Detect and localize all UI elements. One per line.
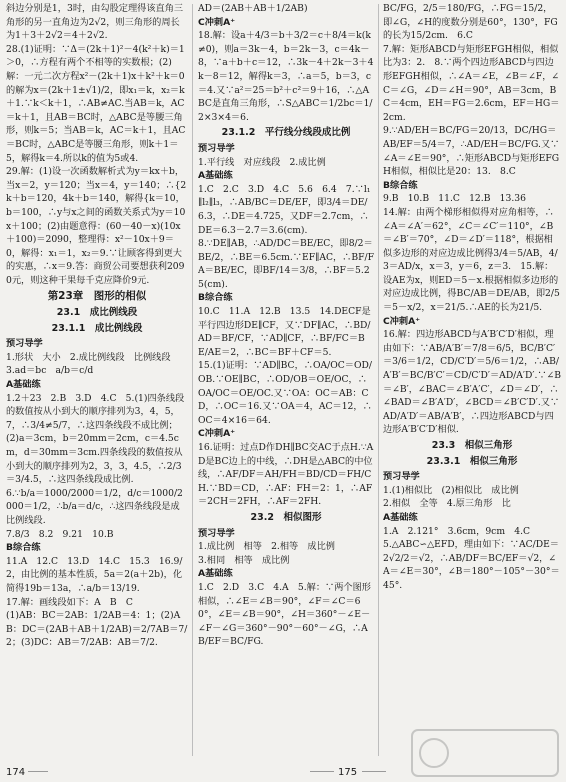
- block-heading: A基础练: [383, 511, 418, 523]
- section-title-23-3: 23.3 相似三角形: [431, 440, 513, 451]
- column-middle-text-bottom: [198, 527, 374, 649]
- answer-paragraph: (1)AB：BC＝2AB：1/2AB＝4：1；(2)AB：DC＝(2AB＋AB＋1/2AB)＝2/7AB＝7/2；(3)DC：AB＝7/2AB：AB＝7/2.: [6, 610, 188, 649]
- column-middle: [198, 2, 374, 756]
- answer-paragraph: 9.∵AD/EH＝BC/FG＝20/13，DC/HG＝AB/EF＝5/4＝7，∴AD/EH＝BC/FG.又∵∠A＝∠E＝90°，∴矩形ABCD与矩形EFGH相似，相似比是20：13. 8.C: [383, 125, 560, 178]
- answer-paragraph: 16.证明：过点D作DH∥BC交AC于点H.∵AD是BC边上的中线，∴DH是△ABC的中位线，∴AF/DF＝AH/FH＝BD/CD＝FH/CH.∵BD＝CD，∴AF：FH＝2：1，∴AF＝2CH＝2FH，∴AF＝2FH.: [198, 442, 374, 508]
- section-title-23-1-2: 23.1.2 平行线分线段成比例: [221, 127, 351, 139]
- answer-paragraph: 1.A 2.121° 3.6cm，9cm 4.C: [383, 525, 531, 537]
- column-right: [383, 2, 561, 756]
- footer-rule-left: [28, 771, 48, 772]
- section-title-23-1: 23.1 成比例线段: [56, 307, 138, 319]
- footer-rule-right-b: [362, 771, 386, 772]
- block-heading: A基础练: [6, 379, 41, 391]
- answer-paragraph: 16.解：四边形ABCD与A′B′C′D′相似，理由如下：∵AB/A′B′＝7/8＝6/5，BC/B′C′＝3/6＝1/2，CD/C′D′＝5/6＝1/2，∴AB/A′B′＝BC/B′C′＝CD/C′D′＝AD/A′D′.∵∠B＝∠B′，∠BAC＝∠B′A′C′，∠D＝∠D′，∴∠BAD＝∠B′A′D′，∠BCD＝∠B′C′D′.又∵AD/A′D′＝AB/A′B′，∴四边形ABCD与四边形A′B′C′D′相似.: [383, 329, 561, 436]
- answer-paragraph: 2.相似 全等 4.原三角形 比: [383, 498, 511, 510]
- answer-paragraph: 18.解：设a＋4/3＝b＋3/2＝c＋8/4＝k(k≠0)，则a＝3k－4，b＝2k－3，c＝4k－8，∵a＋b＋c＝12，∴3k－4＋2k－3＋4k－8＝12，解得k＝3，∴a＝5，b＝3，c＝4.又∵a²＝25＝b²＋c²＝9＋16，∴△ABC是直角三角形，∴S△ABC＝1/2bc＝1/2×3×4＝6.: [198, 30, 374, 123]
- column-right-text-top: [383, 2, 561, 437]
- answer-paragraph: 1.(1)相似比 (2)相似比 成比例: [383, 484, 519, 496]
- column-divider: [192, 4, 193, 756]
- block-heading: B综合练: [6, 542, 41, 554]
- answer-paragraph: 7.解：矩形ABCD与矩形EFGH相似，相似比为3：2. 8.∵两个四边形ABCD与四边形EFGH相似，∴∠A＝∠E，∠B＝∠F，∠C＝∠G，∠D＝∠H＝90°，AB＝3cm，BC＝4cm，EH＝FG＝2.6cm，EF＝HG＝2cm.: [383, 43, 560, 123]
- column-left-text-top: [6, 2, 188, 287]
- column-left: [6, 2, 188, 756]
- answer-paragraph: 5.△ABC∽△EFD，理由如下：∵AC/DE＝2√2/2＝√2，∴AB/DF＝BC/EF＝√2，∠A＝∠E＝30°，∠B＝180°－105°－30°＝45°.: [383, 539, 560, 591]
- answer-paragraph: 1.C 2.C 3.D 4.C 5.6 6.4 7.∵l₁∥l₂∥l₃，∴AB/BC＝DE/EF，即3/4＝DE/6.3，∴DE＝4.725，又DF＝2.7cm，∴DE＝6.3－2.7＝3.6(cm).: [198, 183, 371, 236]
- block-heading: C冲刺A⁺: [198, 428, 236, 440]
- block-heading: 预习导学: [6, 338, 43, 350]
- answer-paragraph: 14.解：由两个梯形相似得对应角相等，∴∠A＝∠A′＝62°，∠C＝∠C′＝110°，∠B＝∠B′＝70°，∠D＝∠D′＝118°，根据相似多边形的对应边成比例得3/4＝5/AB，4/3＝AD/x，x＝3，y＝6，z＝3. 15.解：设AE为x，则ED＝5－x.根据相似多边形的对应边成比例，得BC/AB＝DE/AB，即2/5＝5－x/2，x＝21/5.∴AE的长为21/5.: [383, 206, 560, 314]
- answer-paragraph: 3.相同 相等 成比例: [198, 554, 290, 566]
- answer-paragraph: 1.形状 大小 2.成比例线段 比例线段 3.ad＝bc a/b＝c/d: [6, 351, 180, 377]
- subsection-title-23-3-1: 23.3.1 相似三角形: [426, 455, 518, 467]
- block-heading: 预习导学: [198, 527, 235, 539]
- page-number-left: 174: [6, 767, 26, 778]
- section-title-23-2: 23.2 相似图形: [250, 511, 322, 523]
- block-heading: B综合练: [198, 292, 233, 304]
- block-heading: B综合练: [383, 179, 418, 191]
- block-heading: C冲刺A⁺: [383, 315, 421, 327]
- answer-paragraph: 17.解：画线段如下：A B C: [6, 596, 133, 608]
- block-heading: C冲刺A⁺: [198, 16, 236, 28]
- chapter-title: 第23章 图形的相似: [47, 290, 147, 303]
- answer-paragraph: 8.∵DE∥AB，∴AD/DC＝BE/EC，即8/2＝BE/2，∴BE＝6.5cm.∵EF∥AC，∴BF/FA＝BE/EC，即BF/14＝3/8，∴BF＝5.25(cm).: [198, 238, 374, 290]
- answer-paragraph: AD＝(2AB＋AB＋1/2AB): [198, 3, 308, 14]
- block-heading: A基础练: [198, 170, 233, 182]
- block-heading: 预习导学: [198, 142, 235, 154]
- answer-paragraph: 10.C 11.A 12.B 13.5 14.DECF是平行四边形DE∥CF，又∵DF∥AC，∴BD/AD＝BF/CF，∵AD∥CF，∴BF/FC＝BE/AE＝2，∴BC＝BF＋CF＝5.: [198, 306, 371, 358]
- column-divider: [378, 4, 379, 756]
- column-middle-text-top: [198, 2, 374, 124]
- answer-paragraph: 1.C 2.D 3.C 4.A 5.解：∵两个图形相似，∴∠E＝∠B＝90°，∠F＝∠C＝60°，∠E＝∠B＝90°，∠H＝360°－∠E－∠F－∠G＝360°－90°－60°－∠G，∴AB/EF＝BC/FG.: [198, 581, 371, 648]
- answer-paragraph: BC/FG，2/5＝180/FG，∴FG＝15/2，即∠G，∠H的度数分别是60°，130°，FG的长为15/2cm. 6.C: [383, 3, 558, 42]
- answer-paragraph: 6.∵b/a＝1000/2000＝1/2，d/c＝1000/2000＝1/2，∴b/a＝d/c，∴这四条线段是成比例线段.: [6, 487, 183, 526]
- answer-paragraph: 9.B 10.B 11.C 12.B 13.36: [383, 193, 526, 205]
- answer-paragraph: 28.(1)证明：∵Δ＝(2k＋1)²－4(k²＋k)＝1＞0，∴方程有两个不相等的实数根；(2)解：一元二次方程x²－(2k＋1)x＋k²＋k＝0的解为x＝(2k＋1±√1)/2，即x₁＝k，x₂＝k＋1.∵k＜k＋1，∴AB≠AC.当AB＝k，AC＝k＋1，且AB＝BC时，△ABC是等腰三角形，则k＝5；当AB＝k，AC＝k＋1，且AC＝BC时，△ABC是等腰三角形，则k＋1＝5，解得k＝4.所以k的值为5或4.: [6, 43, 186, 164]
- answer-paragraph: 15.(1)证明：∵AD∥BC，∴OA/OC＝OD/OB.∵OE∥BC，∴OD/OB＝OE/OC，∴OA/OC＝OE/OC.又∵OA：OC＝AB：CD，∴OC＝16.又∵OA＝4，AC＝12，∴OC＝4×16＝64.: [198, 360, 372, 426]
- answer-paragraph: 7.8/3 8.2 9.21 10.B: [6, 528, 114, 540]
- answer-paragraph: 1.平行线 对应线段 2.成比例: [198, 156, 326, 168]
- answer-paragraph: 11.A 12.C 13.D 14.C 15.3 16.9/2，由比例的基本性质，5a＝2(a＋2b)，化简得19b＝13a，∴a/b＝13/19.: [6, 555, 183, 594]
- page-number-right: 175: [338, 767, 358, 778]
- answer-paragraph: 29.解：(1)设一次函数解析式为y＝kx＋b，当x＝2，y＝120；当x＝4，y＝140；∴{2k＋b＝120，4k＋b＝140，解得{k＝10，b＝100，∴y与x之间的函数关系式为y＝10x＋100；(2)由题意得：(60－40－x)(10x＋100)＝2090，整理得：x²－10x＋9＝0，解得：x₁＝1，x₂＝9.∵让顾客得到更大的实惠，∴x＝9.答：商贸公司要想获利2090元，则这种干果每千克应降价9元.: [6, 166, 187, 286]
- answer-paragraph: 1.成比例 相等 2.相等 成比例: [198, 541, 335, 553]
- column-left-text-bottom: [6, 337, 188, 650]
- block-heading: A基础练: [198, 568, 233, 580]
- block-heading: 预习导学: [383, 471, 420, 483]
- footer-rule-right-a: [310, 771, 334, 772]
- answer-paragraph: 斜边分别是1，3时，由勾股定理得该直角三角形的另一直角边为2√2，则三角形的周长为1＋3＋2√2＝4＋2√2.: [6, 3, 184, 42]
- watermark-stamp: [410, 726, 560, 780]
- column-middle-text-mid: [198, 142, 374, 509]
- subsection-title-23-1-1: 23.1.1 成比例线段: [51, 322, 143, 334]
- column-right-text-bottom: [383, 470, 561, 592]
- answer-paragraph: 1.2＋23 2.B 3.D 4.C 5.(1)四条线段的数值按从小到大的顺序排列为3，4，5，7，∴3/4≠5/7，∴这四条线段不成比例；(2)a＝3cm，b＝20mm＝2cm，c＝4.5cm，d＝30mm＝3cm.四条线段的数值按从小到大的顺序排列为2，3，3，4.5，∴2/3＝3/4.5，∴这四条线段成比例.: [6, 392, 185, 486]
